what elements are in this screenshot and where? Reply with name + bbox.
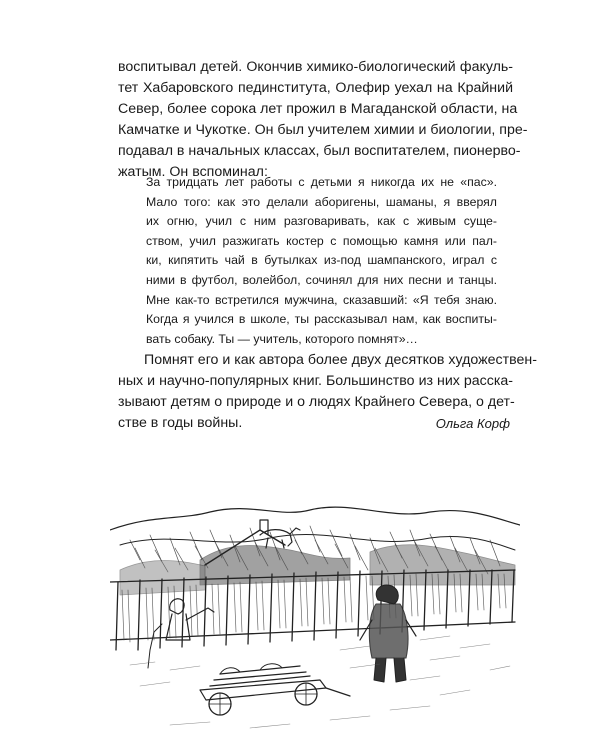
paragraph-1 — [118, 57, 528, 183]
quote-line: ки, кипятить чай в бутылках из-под шампанского, играл с — [146, 253, 497, 268]
quote-line: их огню, учил с ним разговаривать, как с живым суще- — [146, 214, 497, 229]
quote-line: Мало того: как это делали аборигены, шаманы, я вверял — [146, 194, 497, 209]
quote-line: вать собаку. Ты — учитель, которого помнят»… — [146, 331, 418, 346]
quote-line: За тридцать лет работы с детьми я никогда их не «пас». — [146, 175, 497, 189]
quote-line: Мне как-то встретился мужчина, сказавший: «Я тебя знаю. — [146, 292, 497, 307]
paragraph-2-line: стве в годы войны. — [118, 415, 243, 431]
paragraph-1-line: подавал в начальных классах, был воспитателем, пионерво- — [118, 143, 521, 159]
paragraph-1-line: тет Хабаровского пединститута, Олефир уехал на Крайний — [118, 80, 513, 96]
paragraph-1-line: Север, более сорока лет прожил в Магаданской области, на — [118, 101, 518, 117]
quote-line: ними в футбол, волейбол, сочинял для них песни и танцы. — [146, 272, 497, 287]
paragraph-1-line: воспитывал детей. Окончив химико-биологический факуль- — [118, 59, 513, 75]
paragraph-2-line: Помнят его и как автора более двух десятков художествен- — [144, 352, 537, 368]
village-sketch-icon — [110, 490, 520, 742]
author-signature: Ольга Корф — [435, 416, 510, 431]
paragraph-2-line: зывают детям о природе и о людях Крайнего Севера, о дет- — [118, 394, 515, 410]
paragraph-1-line: жатым. Он вспоминал: — [118, 164, 268, 180]
quote-line: ством, учил разжигать костер с помощью камня или пал- — [146, 233, 497, 248]
quote-line: Когда я учился в школе, ты рассказывал нам, как воспиты- — [146, 312, 497, 327]
paragraph-1-line: Камчатке и Чукотке. Он был учителем химии и биологии, пре- — [118, 122, 528, 138]
paragraph-2-line: ных и научно-популярных книг. Большинство из них расска- — [118, 373, 513, 389]
quote-block — [146, 173, 497, 349]
